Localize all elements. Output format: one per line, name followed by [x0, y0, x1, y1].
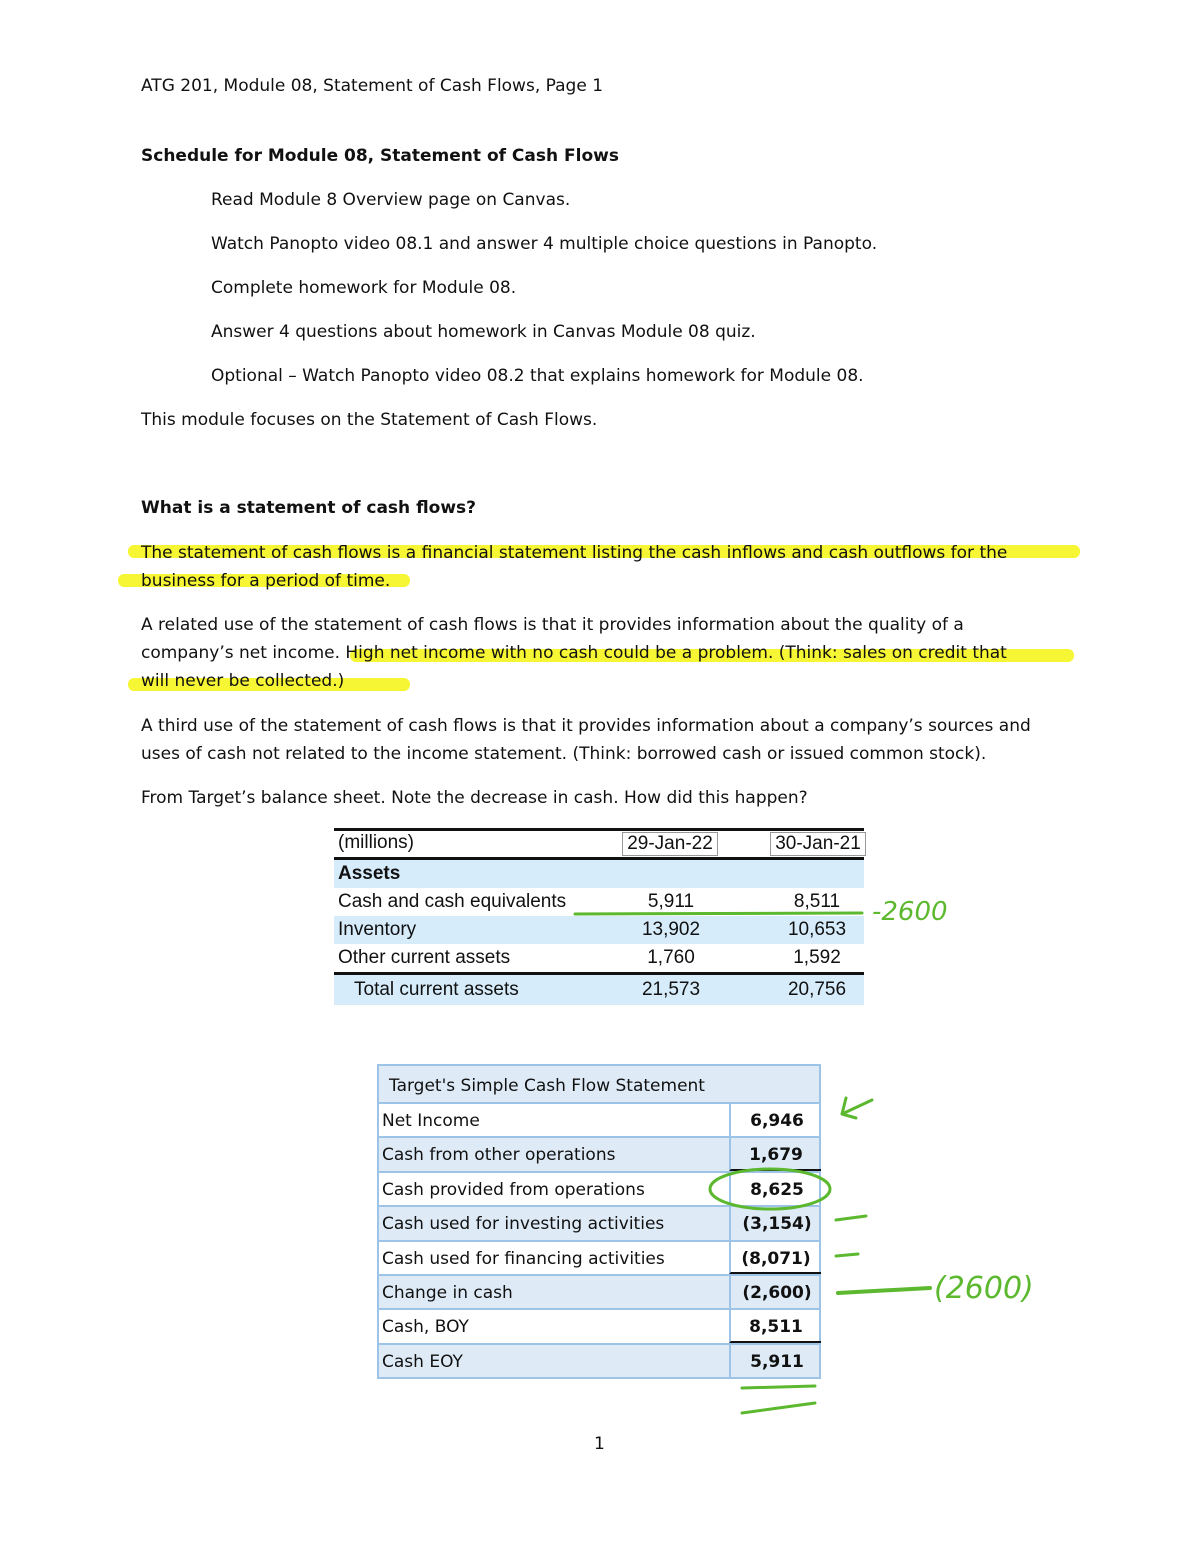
row-value: 1,760	[647, 947, 695, 968]
row-value: 21,573	[641, 979, 701, 1000]
row-value: 6,946	[729, 1104, 823, 1136]
paragraph-line: uses of cash not related to the income statement. (Think: borrowed cash or issued common stock).	[141, 744, 987, 764]
ink-tick	[836, 1216, 866, 1220]
ink-double-underline	[742, 1403, 815, 1413]
ink-diff-note: -2600	[872, 897, 948, 927]
row-value: 8,511	[729, 1310, 821, 1342]
row-label: Change in cash	[382, 1282, 513, 1303]
row-value: 5,911	[647, 891, 695, 912]
arrow-icon	[842, 1098, 872, 1118]
paragraph-line: business for a period of time.	[141, 571, 391, 591]
paragraph-line: A related use of the statement of cash flows is that it provides information about the quality of a	[141, 615, 964, 635]
module-focus: This module focuses on the Statement of Cash Flows.	[141, 410, 598, 430]
row-label: Cash, BOY	[382, 1317, 469, 1338]
row-value: (8,071)	[729, 1242, 821, 1274]
row-value: 8,625	[729, 1173, 823, 1205]
row-label: Cash provided from operations	[382, 1179, 645, 1200]
paragraph-segment: High net income with no cash could be a problem. (Think: sales on credit that	[345, 643, 1007, 663]
paragraph-line: The statement of cash flows is a financial statement listing the cash inflows and cash outflows for the	[141, 543, 1008, 563]
cash-flow-title: Target's Simple Cash Flow Statement	[389, 1076, 705, 1096]
ink-tick	[838, 1288, 930, 1293]
ink-tick	[836, 1254, 858, 1256]
column-header: 30-Jan-21	[770, 832, 866, 856]
row-label: Cash from other operations	[382, 1145, 616, 1166]
schedule-item: Answer 4 questions about homework in Canvas Module 08 quiz.	[211, 322, 756, 342]
row-value: 1,679	[729, 1138, 821, 1170]
row-label: Cash and cash equivalents	[338, 891, 567, 912]
row-value: 1,592	[793, 947, 841, 968]
row-label: Inventory	[338, 919, 417, 940]
section-heading: What is a statement of cash flows?	[141, 498, 477, 518]
schedule-item: Read Module 8 Overview page on Canvas.	[211, 190, 571, 210]
ink-circle	[710, 1169, 830, 1209]
row-value: (2,600)	[729, 1276, 823, 1308]
paragraph-segment: company’s net income.	[141, 643, 346, 663]
unit-label: (millions)	[338, 832, 414, 853]
section-label: Assets	[338, 863, 401, 884]
row-label: Cash used for financing activities	[382, 1248, 665, 1269]
paragraph-line: A third use of the statement of cash flows is that it provides information about a company’s sources and	[141, 716, 1031, 736]
schedule-item: Complete homework for Module 08.	[211, 278, 517, 298]
page-header: ATG 201, Module 08, Statement of Cash Flows, Page 1	[141, 76, 604, 96]
row-value: 5,911	[729, 1345, 823, 1377]
row-label: Total current assets	[354, 979, 519, 1000]
row-value: 8,511	[793, 891, 841, 912]
schedule-item: Watch Panopto video 08.1 and answer 4 multiple choice questions in Panopto.	[211, 234, 878, 254]
paragraph-line: From Target’s balance sheet. Note the decrease in cash. How did this happen?	[141, 788, 808, 808]
paragraph-line: will never be collected.)	[141, 671, 345, 691]
row-value: 10,653	[787, 919, 847, 940]
row-value: 13,902	[641, 919, 701, 940]
schedule-title: Schedule for Module 08, Statement of Cash Flows	[141, 146, 619, 166]
page-number: 1	[594, 1434, 605, 1454]
ink-underline	[575, 913, 862, 914]
row-label: Cash EOY	[382, 1351, 463, 1372]
row-value: 20,756	[787, 979, 847, 1000]
row-label: Net Income	[382, 1111, 480, 1131]
column-header: 29-Jan-22	[622, 832, 718, 856]
row-label: Cash used for investing activities	[382, 1214, 665, 1235]
row-value: (3,154)	[729, 1207, 823, 1239]
ink-double-underline	[742, 1386, 815, 1388]
schedule-item: Optional – Watch Panopto video 08.2 that explains homework for Module 08.	[211, 366, 864, 386]
row-label: Other current assets	[338, 947, 511, 968]
ink-change-note: (2600)	[934, 1271, 1034, 1306]
